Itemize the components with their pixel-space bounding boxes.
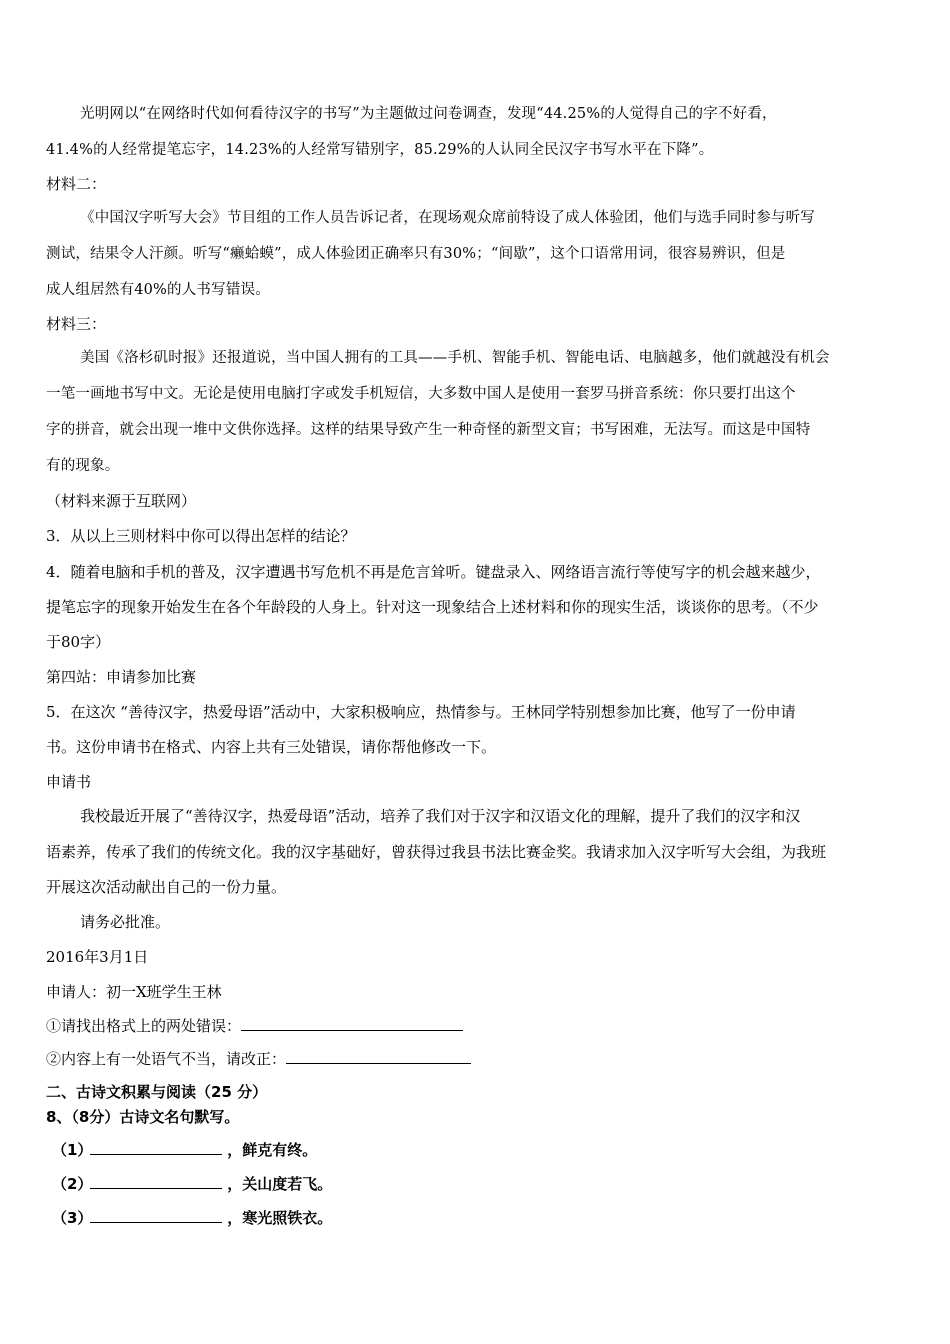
poem-item-1-text: ，鲜克有终。 (227, 1141, 318, 1159)
question-4-line1: 4．随着电脑和手机的普及，汉字遭遇书写危机不再是危言耸听。键盘录入、网络语言流行等使写字的机会越来越少， (46, 563, 821, 581)
material2-line3: 成人组居然有40%的人书写错误。 (46, 282, 270, 298)
poem-item-3-text: ，寒光照铁衣。 (227, 1209, 333, 1227)
material3-line3: 字的拼音，就会出现一堆中文供你选择。这样的结果导致产生一种奇怪的新型文盲；书写困难，无法写。而这是中国特 (46, 422, 811, 438)
application-body-line2: 语素养，传承了我们的传统文化。我的汉字基础好，曾获得过我县书法比赛金奖。我请求加入汉字听写大会组，为我班 (46, 843, 827, 861)
poem-item-2-text: ，关山度若飞。 (227, 1175, 333, 1193)
question-5-line2: 书。这份申请书在格式、内容上共有三处错误，请你帮他修改一下。 (46, 738, 497, 756)
material3-heading: 材料三： (46, 315, 107, 333)
station-4-heading: 第四站：申请参加比赛 (46, 668, 197, 686)
sub-question-2 (46, 1049, 908, 1069)
application-closing: 请务必批准。 (80, 913, 171, 931)
question-4-line2: 提笔忘字的现象开始发生在各个年龄段的人身上。针对这一现象结合上述材料和你的现实生活，谈谈你的思考。（不少 (46, 598, 819, 616)
material1-line2: 41.4%的人经常提笔忘字，14.23%的人经常写错别字，85.29%的人认同全民汉字书写水平在下降”。 (46, 142, 714, 158)
material3-line1: 美国《洛杉矶时报》还报道说，当中国人拥有的工具——手机、智能手机、智能电话、电脑越多，他们就越没有机会 (80, 350, 830, 366)
poem-blank-2[interactable] (90, 1174, 222, 1189)
material1-line1: 光明网以“在网络时代如何看待汉字的书写”为主题做过问卷调查，发现“44.25%的人觉得自己的字不好看， (80, 106, 777, 122)
answer-blank-1[interactable] (241, 1016, 463, 1031)
material2-heading: 材料二： (46, 175, 107, 193)
question-5-line1: 5．在这次 “善待汉字，热爱母语”活动中，大家积极响应，热情参与。王林同学特别想参加比赛，他写了一份申请 (46, 703, 796, 721)
application-body-line3: 开展这次活动献出自己的一份力量。 (46, 878, 287, 896)
question-4-line3: 于80字） (46, 633, 111, 651)
poem-blank-1[interactable] (90, 1140, 222, 1155)
question-8-label: 8、（8分）古诗文名句默写。 (46, 1108, 240, 1126)
application-applicant: 申请人：初一X班学生王林 (46, 983, 222, 1001)
poem-item-1-number: （1） (52, 1141, 93, 1159)
material2-line1: 《中国汉字听写大会》节目组的工作人员告诉记者，在现场观众席前特设了成人体验团，他们与选手同时参与听写 (80, 210, 815, 226)
source-note: （材料来源于互联网） (46, 492, 197, 510)
sub-question-1 (46, 1016, 908, 1036)
section-2-heading: 二、古诗文积累与阅读（25 分） (46, 1083, 268, 1101)
poem-item-3 (52, 1208, 914, 1228)
answer-blank-2[interactable] (286, 1049, 471, 1064)
sub-question-2-label: ②内容上有一处语气不当，请改正： (46, 1050, 287, 1068)
application-date: 2016年3月1日 (46, 948, 149, 966)
application-title: 申请书 (46, 773, 92, 791)
poem-blank-3[interactable] (90, 1208, 222, 1223)
application-body-line1: 我校最近开展了“善待汉字，热爱母语”活动，培养了我们对于汉字和汉语文化的理解，提升了我们的汉字和汉 (80, 807, 801, 825)
material2-line2: 测试，结果令人汗颜。听写“癞蛤蟆”，成人体验团正确率只有30%；“间歇”，这个口语常用词，很容易辨识，但是 (46, 246, 786, 262)
sub-question-1-label: ①请找出格式上的两处错误： (46, 1017, 242, 1035)
poem-item-2-number: （2） (52, 1175, 93, 1193)
material3-line2: 一笔一画地书写中文。无论是使用电脑打字或发手机短信，大多数中国人是使用一套罗马拼音系统：你只要打出这个 (46, 386, 796, 402)
poem-item-1 (52, 1140, 914, 1160)
question-3: 3．从以上三则材料中你可以得出怎样的结论？ (46, 527, 356, 545)
poem-item-2 (52, 1174, 914, 1194)
poem-item-3-number: （3） (52, 1209, 93, 1227)
material3-line4: 有的现象。 (46, 458, 120, 474)
